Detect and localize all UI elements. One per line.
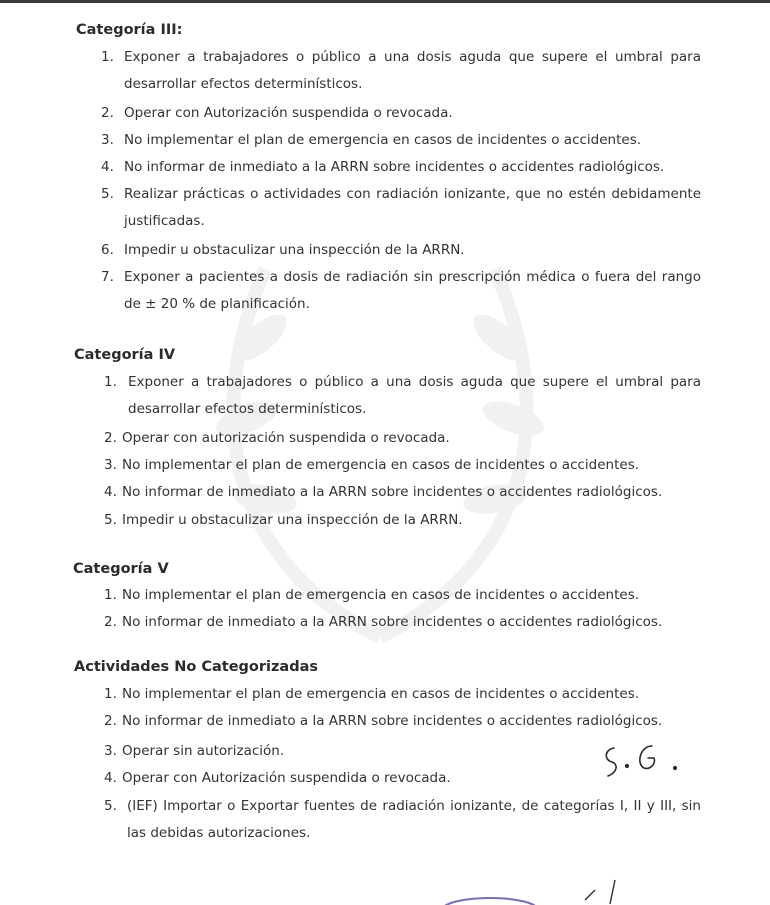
section-heading-categoria-v: Categoría V (73, 561, 169, 577)
document-page: Categoría III: 1. Exponer a trabajadores o público a una dosis aguda que supere el umbral para desarrollar efectos determinísticos. 2. Operar con Autorización suspendida o revocada. 3. No implementar el plan de emergencia en casos de incidentes o accidentes. 4. No informar de inmediato a la ARRN sobre incidentes o accidentes radiológicos. 5. Realizar prácticas o actividades con radiación ionizante, que no estén debidamente justificadas. 6. Impedir u obstaculizar una inspección de la ARRN. 7. Exponer a pacientes a dosis de radiación sin prescripción médica o fuera del rango de ± 20 % de planificación. Categoría IV 1. Exponer a trabajadores o público a una dosis aguda que supere el umbral para desarrollar efectos determinísticos. 2. Operar con autorización suspendida o revocada. 3. No implementar el plan de emergencia en casos de incidentes o accidentes. 4. No informar de inmediato a la ARRN sobre incidentes o accidentes radiológicos. 5. Impedir u obstaculizar una inspección de la ARRN. Categoría V 1. No implementar el plan de emergencia en casos de incidentes o accidentes. 2. No informar de inmediato a la ARRN sobre incidentes o accidentes radiológicos. Actividades No Categorizadas 1. No implementar el plan de emergencia en casos de incidentes o accidentes. 2. No informar de inmediato a la ARRN sobre incidentes o accidentes radiológicos. 3. Operar sin autorización. 4. Operar con Autorización suspendida o revocada. 5. (IEF) Importar o Exportar fuentes de radiación ionizante, de categorías I, II y III, sin las debidas autorizaciones. (0, 0, 770, 905)
handwritten-initials-signature (600, 740, 690, 780)
section-heading-actividades-no-categorizadas: Actividades No Categorizadas (74, 659, 319, 675)
section-heading-categoria-iv: Categoría IV (74, 347, 176, 363)
section-heading-categoria-iii: Categoría III: (76, 22, 183, 38)
signature-stamp-partial (430, 870, 650, 905)
